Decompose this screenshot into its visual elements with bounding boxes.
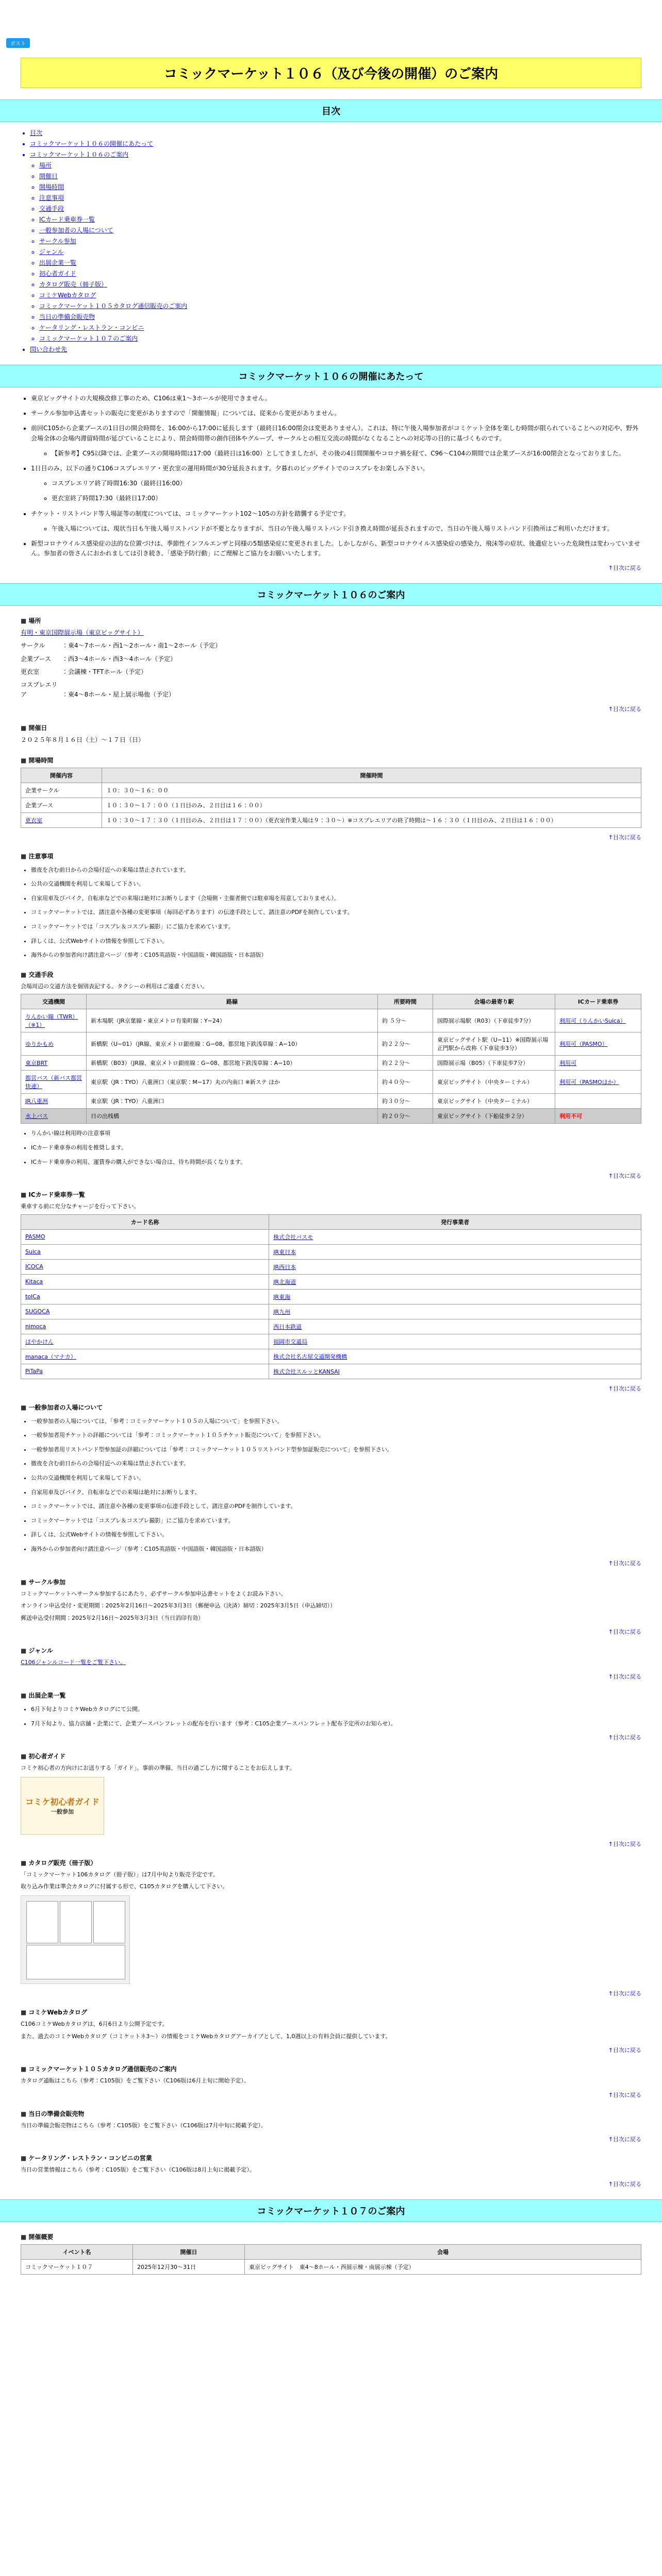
table-header: イベント名 (21, 2244, 133, 2259)
toc-item[interactable]: • 問い合わせ先 (30, 345, 647, 353)
about-bullet-text: 1日目のみ、以下の通りC106コスプレエリア・更衣室の運用時間が30分延長されます。夕暮れのビッグサイトでのコスプレをお楽しみ下さい。 (31, 464, 429, 472)
transport-table (21, 994, 641, 1124)
table-row (21, 812, 641, 827)
table-row (21, 798, 641, 812)
toc-subitem[interactable]: ◦ カタログ販売（冊子版） (39, 280, 647, 289)
place-key: サークル (21, 642, 45, 650)
back-to-top-link[interactable]: ↑目次に戻る (608, 1560, 641, 1567)
table-cell[interactable]: SUGOCA (21, 1304, 269, 1319)
table-row (21, 1319, 641, 1334)
table-cell: 新木場駅（JR京葉線・東京メトロ有楽町線：Y−24） (87, 1009, 378, 1032)
table-cell: 国際展示場駅（R03）（下車徒歩7分） (433, 1009, 555, 1032)
catalog-image (21, 1895, 130, 1984)
mail-label: ■ コミックマーケット１０５カタログ通信販売のご案内 (21, 2064, 641, 2073)
catalog-note: 取り込み作業は準会カタログに付属する形で、C105カタログを購入して下さい。 (21, 1883, 228, 1890)
note-item: • 徹夜を含む前日からの会場付近への来場は禁止されています。 (31, 866, 641, 875)
table-row (21, 1334, 641, 1349)
about-bullet (31, 509, 641, 534)
toc-subitem[interactable]: ◦ ICカード乗車券一覧 (39, 215, 647, 224)
table-cell: 約３０分〜 (378, 1094, 433, 1109)
circle-row: オンライン申込受付・変更期間：2025年2月16日〜2025年3月3日（郵便申込（決済）締切：2025年3月5日（申込締切）） (21, 1602, 336, 1609)
next-section (0, 2232, 662, 2275)
table-cell: 東京ビッグサイト（中央ターミナル） (433, 1071, 555, 1094)
transport-label: ■ 交通手段 (21, 970, 641, 979)
catering-text: 当日の営業情報はこちら（参考：C105版）をご覧下さい（C106版は8月上旬に掲載予定）。 (21, 2166, 255, 2174)
mail-text: カタログ通販はこちら（参考：C105版）をご覧下さい（C106版は6月上旬に開始予定）。 (21, 2077, 250, 2084)
about-bullet-text: 前回C105から企業ブースの1日目の開会時間を、16:00から17:00に延長します（最終日16:00閉会は変更ありません）。これは、特に午後入場参加者がコミケット全体を楽しむ時間が限られていることへの対応や、野外会場全体の会場内滞留時間が延びていることにより、閉会時間帯の創作団体やグループ、サークルとの相互交流の時間がなくなることへの対応等の目的に基づくものです。 (31, 425, 639, 442)
about-section (0, 394, 662, 572)
toc-subitem[interactable]: ◦ 場所 (39, 161, 647, 170)
back-to-top-link[interactable]: ↑目次に戻る (608, 2180, 641, 2188)
entry-label: ■ 一般参加者の入場について (21, 1403, 641, 1412)
table-cell[interactable]: manaca（マナカ） (21, 1349, 269, 1364)
table-header: 開催時間 (102, 768, 641, 783)
toc-subitem[interactable]: ◦ 開催日 (39, 172, 647, 180)
table-cell: １０：３０〜１６：００ (102, 783, 641, 798)
about-bullet-text: チケット・リストバンド等入場証等の制度については、コミックマーケット102〜105の方針を踏襲する予定です。 (31, 510, 350, 517)
time-table (21, 768, 641, 828)
place-value: ：西3〜4ホール・西3〜4ホール（予定） (62, 655, 177, 663)
company-item: • 6月下旬よりコミケWebカタログにて公開。 (31, 1705, 641, 1714)
web-text: C106コミケWebカタログは、6月6日より公開予定です。 (21, 2020, 168, 2027)
table-row (21, 1349, 641, 1364)
table-cell: 約２２分〜 (378, 1032, 433, 1056)
catalog-page (93, 1901, 125, 1943)
about-bullet: • 新型コロナウイルス感染症の法的な位置づけは、季節性インフルエンザと同様の5類感染症に変更されました。しかしながら、新型コロナウイルス感染症の感染力、飛沫等の症状、後遺症といった危険性は変わっていません。参加者の皆さんにおかれましては引き続き、「感染予防行動」にご理解とご協力をお願いいたします。 (31, 539, 641, 558)
table-header: 開催内容 (21, 768, 102, 783)
table-cell: 東京ビッグサイト駅（U−11）※国際展示場正門駅から改称（下車徒歩3分） (433, 1032, 555, 1056)
table-cell[interactable]: 利用可（PASMO） (555, 1032, 641, 1056)
toc-heading: 目次 (0, 99, 662, 122)
toc-subitem[interactable]: ◦ ジャンル (39, 247, 647, 256)
table-row (21, 2259, 641, 2274)
table-row (21, 1364, 641, 1379)
table-cell[interactable]: JR東海 (269, 1289, 641, 1304)
company-item: • 7月下旬より、協力店舗・企業にて、企業ブースパンフレットの配布を行います（参考：C105企業ブースパンフレット配布予定所のお知らせ）。 (31, 1719, 641, 1728)
about-sub-bullet: ◦ 更衣室終了時間17:30（最終日17:00） (52, 494, 641, 503)
table-row (21, 1274, 641, 1289)
next-heading: コミックマーケット１０７のご案内 (0, 2199, 662, 2222)
transport-footnote: • りんかい線は利用時の注意事項 (31, 1129, 641, 1138)
toc-item[interactable]: • コミックマーケット１０６のご案内 (30, 150, 647, 159)
toc-item[interactable]: • コミックマーケット１０６の開催にあたって (30, 139, 647, 148)
next-table (21, 2244, 641, 2275)
time-label: ■ 開場時間 (21, 756, 641, 765)
table-cell: 国際展示場（B05）（下車徒歩7分） (433, 1056, 555, 1071)
back-to-top-link[interactable]: ↑目次に戻る (608, 1840, 641, 1848)
table-of-contents (0, 128, 662, 353)
page-title: コミックマーケット１０６（及び今後の開催）のご案内 (21, 58, 641, 88)
entry-item: • 徹夜を含む前日からの会場付近への来場は禁止されています。 (31, 1459, 641, 1468)
place-key: コスプレエリア (21, 681, 58, 699)
table-row (21, 1094, 641, 1109)
table-cell[interactable]: toICa (21, 1289, 269, 1304)
back-to-top-link[interactable]: ↑目次に戻る (608, 1385, 641, 1392)
table-header: 発行事業者 (269, 1214, 641, 1229)
table-header: 交通機関 (21, 994, 87, 1009)
table-cell: 企業ブース (21, 798, 102, 812)
table-cell: 東京ビッグサイト（下船徒歩２分） (433, 1109, 555, 1124)
table-cell: 企業サークル (21, 783, 102, 798)
sale-label: ■ 当日の準備会販売物 (21, 2109, 641, 2118)
toc-subitem[interactable]: ◦ ケータリング・レストラン・コンビニ (39, 323, 647, 332)
note-item: • 公共の交通機関を利用して来場して下さい。 (31, 879, 641, 889)
place-row (21, 680, 641, 700)
entry-item: • 一般参加者用チケットの詳細については「参考：コミックマーケット１０５チケット販売について」を参照下さい。 (31, 1431, 641, 1440)
event-date: ２０２５年８月１６日（土）〜１７日（日） (21, 736, 145, 744)
back-to-top-link[interactable]: ↑目次に戻る (608, 706, 641, 713)
toc-subitem[interactable]: ◦ 初心者ガイド (39, 269, 647, 278)
table-cell[interactable]: 更衣室 (21, 812, 102, 827)
back-to-top-link[interactable]: ↑目次に戻る (608, 1734, 641, 1741)
entry-item: • 一般参加者の入場については、「参考：コミックマーケット１０５の入場について」を参照下さい。 (31, 1417, 641, 1426)
header (0, 0, 662, 47)
circle-text: コミックマーケットへサークル参加するにあたり、必ずサークル参加申込書セットをよくお読み下さい。 (21, 1590, 287, 1597)
entry-item: • 海外からの参加者向け諸注意ページ（参考：C105英語版・中国語版・韓国語版・日本語版） (31, 1545, 641, 1554)
table-cell: 約２０分〜 (378, 1109, 433, 1124)
table-header: 開催日 (133, 2244, 245, 2259)
table-cell: 東京駅（JR：TYO）八重洲口 (87, 1094, 378, 1109)
back-to-top-link[interactable]: ↑目次に戻る (608, 834, 641, 841)
transport-footnote: • ICカード乗車券の利用、運賃券の購入ができない場合は、待ち時間が長くなります。 (31, 1158, 641, 1167)
toc-subitem[interactable]: ◦ コミックマーケット１０７のご案内 (39, 334, 647, 343)
circle-label: ■ サークル参加 (21, 1578, 641, 1586)
table-cell: 東京ビッグサイト（中央ターミナル） (433, 1094, 555, 1109)
table-cell: 利用不可 (555, 1109, 641, 1124)
guide-heading: コミックマーケット１０６のご案内 (0, 583, 662, 606)
table-row (21, 1259, 641, 1274)
note-item: • コミックマーケットでは、諸注意や各種の変更事項（毎回必ずあります）の伝達手段として、諸注意のPDFを制作しています。 (31, 908, 641, 917)
table-cell[interactable]: 株式会社名古屋交通開発機構 (269, 1349, 641, 1364)
circle-row: 郵送申込受付期間：2025年2月16日〜2025年3月3日（当日消印有効） (21, 1614, 204, 1621)
table-cell: 新橋駅（U−01）（JR線、東京メトロ銀座線：G−08、都営地下鉄浅草線：A−10） (87, 1032, 378, 1056)
about-sub-bullet: ◦ 【新参考】C95以降では、企業ブースの開場時間は17:00（最終日は16:00）としてきましたが、その後の4日間開催やコロナ禍を経て、C96〜C104の期間では企業ブースが16:00閉会となっておりました。 (52, 449, 641, 459)
toc-subitem[interactable]: ◦ 一般参加者の入場について (39, 226, 647, 234)
table-cell[interactable]: JR北海道 (269, 1274, 641, 1289)
transport-footnote: • ICカード乗車券の利用を推奨します。 (31, 1143, 641, 1153)
table-header: ICカード乗車券 (555, 994, 641, 1009)
about-sub-bullet: ◦ 午後入場については、現状当日も午後入場リストバンドが不要となりますが、当日の午後入場リストバンド引き換え時間が延長されますので、当日の午後入場リストバンド引換所はご利用いただけます。 (52, 524, 641, 534)
table-cell[interactable]: JR八重洲 (21, 1094, 87, 1109)
table-cell: 2025年12月30〜31日 (133, 2259, 245, 2274)
table-row (21, 783, 641, 798)
table-cell[interactable]: ゆりかもめ (21, 1032, 87, 1056)
table-cell[interactable]: JR西日本 (269, 1259, 641, 1274)
catalog-page (60, 1901, 92, 1943)
back-to-top-link[interactable]: ↑目次に戻る (608, 1673, 641, 1680)
table-cell: 東京ビッグサイト 東4〜8ホール・西展示棟・南展示棟（予定） (245, 2259, 641, 2274)
sale-text: 当日の準備会販売物はこちら（参考：C105版）をご覧下さい（C106版は7月中旬に掲載予定）。 (21, 2122, 267, 2129)
table-row (21, 1229, 641, 1244)
table-header: カード名称 (21, 1214, 269, 1229)
table-row (21, 1244, 641, 1259)
table-cell[interactable]: 株式会社スルッとKANSAI (269, 1364, 641, 1379)
table-cell[interactable]: JR九州 (269, 1304, 641, 1319)
back-to-top-link[interactable]: ↑目次に戻る (608, 565, 641, 572)
table-cell: 約４０分〜 (378, 1071, 433, 1094)
table-row (21, 1289, 641, 1304)
place-value: ：東4〜8ホール・屋上展示場他（予定） (62, 691, 175, 699)
toc-subitem[interactable]: ◦ コミケWebカタログ (39, 291, 647, 299)
place-key: 企業ブース (21, 655, 52, 663)
toc-item[interactable]: • 目次 (30, 128, 647, 137)
table-cell[interactable]: Kitaca (21, 1274, 269, 1289)
about-heading: コミックマーケット１０６の開催にあたって (0, 365, 662, 387)
table-cell[interactable]: nimoca (21, 1319, 269, 1334)
catalog-page (26, 1945, 125, 1979)
entry-item: • 自家用車及びバイク、自転車などでの来場は絶対にお断りします。 (31, 1488, 641, 1497)
place-link[interactable]: 有明・東京国際展示場（東京ビッグサイト） (21, 629, 144, 637)
table-cell[interactable]: 利用可 (555, 1056, 641, 1071)
about-bullet: • 東京ビッグサイトの大規模改修工事のため、C106は東1〜3ホールが使用できません。 (31, 394, 641, 403)
date-label: ■ 開催日 (21, 723, 641, 732)
table-cell: 日の出桟橋 (87, 1109, 378, 1124)
table-cell[interactable]: 西日本鉄道 (269, 1319, 641, 1334)
genre-label: ■ ジャンル (21, 1646, 641, 1655)
toc-subitem[interactable]: ◦ 注意事項 (39, 193, 647, 202)
table-cell[interactable]: 利用可（PASMOほか） (555, 1071, 641, 1094)
toc-subitem[interactable]: ◦ 開場時間 (39, 182, 647, 191)
table-cell (555, 1094, 641, 1109)
table-cell[interactable]: 福岡市交通局 (269, 1334, 641, 1349)
beginner-guide-image[interactable] (21, 1777, 104, 1835)
catering-label: ■ ケータリング・レストラン・コンビニの営業 (21, 2154, 641, 2162)
table-cell: １０：３０〜１７：３０（１日目のみ、２日目は１７：００）（更衣室作業入場は９：３０〜）※コスプレエリアの終了時間は〜１６：３０（１日目のみ、２日目は１６：００） (102, 812, 641, 827)
table-cell[interactable]: JR東日本 (269, 1244, 641, 1259)
place-row (21, 654, 641, 664)
toc-subitem[interactable]: ◦ 交通手段 (39, 204, 647, 213)
place-value: ：会議棟・TFTホール（予定） (62, 668, 147, 675)
table-row (21, 1304, 641, 1319)
toc-subitem[interactable]: ◦ 出展企業一覧 (39, 258, 647, 267)
place-row (21, 667, 641, 677)
entry-item: • コミックマーケットでは「コスプレ＆コスプレ撮影」にご協力を求めています。 (31, 1516, 641, 1526)
entry-item: • 詳しくは、公式Webサイトの情報を参照して下さい。 (31, 1530, 641, 1539)
place-label: ■ 場所 (21, 616, 641, 625)
ic-table (21, 1214, 641, 1379)
table-cell[interactable]: 東京BRT (21, 1056, 87, 1071)
table-row (21, 1109, 641, 1124)
table-cell: 新橋駅（B03）（JR線、東京メトロ銀座線：G−08、都営地下鉄浅草線：A−10） (87, 1056, 378, 1071)
about-bullet (31, 423, 641, 459)
catalog-page (26, 1901, 58, 1943)
back-to-top-link[interactable]: ↑目次に戻る (608, 2091, 641, 2098)
note-item: • 詳しくは、公式Webサイトの情報を参照して下さい。 (31, 937, 641, 946)
beginner-text: コミケ初心者の方向けにお送りする「ガイド」。事前の準備、当日の過ごし方に関することをお伝えします。 (21, 1765, 295, 1772)
catalog-label: ■ カタログ販売（冊子版） (21, 1858, 641, 1867)
ic-note: 乗車する前に充分なチャージを行って下さい。 (21, 1203, 140, 1210)
table-row (21, 1032, 641, 1056)
table-cell[interactable]: りんかい線（TWR）（※1） (21, 1009, 87, 1032)
about-bullet (31, 464, 641, 504)
table-cell: コミックマーケット１０７ (21, 2259, 133, 2274)
table-row (21, 1056, 641, 1071)
back-to-top-link[interactable]: ↑目次に戻る (608, 2047, 641, 2054)
table-header: 会場 (245, 2244, 641, 2259)
toc-subitem[interactable]: ◦ コミックマーケット１０５カタログ通信販売のご案内 (39, 301, 647, 310)
table-cell[interactable]: Suica (21, 1244, 269, 1259)
transport-note: 会場周辺の交通方法を個別表記する。タクシーの利用はご遠慮ください。 (21, 982, 208, 990)
about-bullet: • サークル参加申込書セットの販売に変更がありますので「開催情報」については、従来から変更がありません。 (31, 409, 641, 418)
guidebook-title: コミケ初心者ガイド (25, 1797, 100, 1807)
table-header: 会場の最寄り駅 (433, 994, 555, 1009)
notes-label: ■ 注意事項 (21, 852, 641, 860)
table-cell[interactable]: ICOCA (21, 1259, 269, 1274)
web-label: ■ コミケWebカタログ (21, 2008, 641, 2016)
web-note: また、過去のコミケWebカタログ（コミケットネ3〜）の情報をコミケWebカタログアーカイブとして、1,0週以上の有料会員に提供しています。 (21, 2032, 391, 2040)
note-item: • 自家用車及びバイク、自転車などでの来場は絶対にお断りします（会場側・主催者側では駐車場を用意しておりません）。 (31, 894, 641, 903)
place-value: ：東4〜7ホール・西1〜2ホール・南1〜2ホール（予定） (62, 642, 222, 650)
table-cell[interactable]: PiTaPa (21, 1364, 269, 1379)
next-label: ■ 開催概要 (21, 2232, 641, 2241)
table-cell[interactable]: 株式会社パスモ (269, 1229, 641, 1244)
back-to-top-link[interactable]: ↑目次に戻る (608, 1173, 641, 1180)
catalog-text: 「コミックマーケット106カタログ（冊子版）」は7月中旬より販売予定です。 (21, 1871, 219, 1878)
genre-link[interactable]: C106ジャンルコード一覧をご覧下さい。 (21, 1659, 126, 1666)
ic-label: ■ ICカード乗車券一覧 (21, 1190, 641, 1199)
table-cell: 約 ５分〜 (378, 1009, 433, 1032)
beginner-label: ■ 初心者ガイド (21, 1752, 641, 1760)
back-to-top-link[interactable]: ↑目次に戻る (608, 1629, 641, 1636)
post-button[interactable]: ポスト (6, 38, 30, 48)
place-row (21, 641, 641, 651)
entry-item: • 公共の交通機関を利用して来場して下さい。 (31, 1473, 641, 1483)
table-header: 所要時間 (378, 994, 433, 1009)
table-row (21, 1071, 641, 1094)
about-sub-bullet: ◦ コスプレエリア終了時間16:30（最終日16:00） (52, 479, 641, 488)
table-cell[interactable]: PASMO (21, 1229, 269, 1244)
guide-section (0, 616, 662, 2188)
table-cell: １０：３０〜１７：００（１日目のみ、２日目は１６：００） (102, 798, 641, 812)
back-to-top-link[interactable]: ↑目次に戻る (608, 2136, 641, 2143)
table-cell[interactable]: はやかけん (21, 1334, 269, 1349)
note-item: • コミックマーケットでは「コスプレ＆コスプレ撮影」にご協力を求めています。 (31, 922, 641, 931)
entry-item: • コミックマーケットでは、諸注意や各種の変更事項の伝達手段として、諸注意のPDFを制作しています。 (31, 1502, 641, 1511)
toc-subitem[interactable]: ◦ 当日の準備会販売物 (39, 312, 647, 321)
table-cell[interactable]: 都営バス（新バス都営快速） (21, 1071, 87, 1094)
back-to-top-link[interactable]: ↑目次に戻る (608, 1990, 641, 1997)
table-cell[interactable]: 水上バス (21, 1109, 87, 1124)
guidebook-sub: 一般参加 (51, 1808, 74, 1816)
entry-item: • 一般参加者用リストバンド型参加証の詳細については「参考：コミックマーケット１０５リストバンド型参加証販売について」を参照下さい。 (31, 1445, 641, 1454)
company-label: ■ 出展企業一覧 (21, 1691, 641, 1700)
table-cell[interactable]: 利用可（りんかいSuica） (555, 1009, 641, 1032)
note-item: • 海外からの参加者向け諸注意ページ（参考：C105英語版・中国語版・韓国語版・日本語版） (31, 951, 641, 960)
place-key: 更衣室 (21, 668, 40, 675)
toc-subitem[interactable]: ◦ サークル参加 (39, 236, 647, 245)
table-cell: 約２２分〜 (378, 1056, 433, 1071)
table-header: 路線 (87, 994, 378, 1009)
table-cell: 東京駅（JR：TYO）八重洲口（東京駅：M−17）丸の内南口 ※新ステ ほか (87, 1071, 378, 1094)
table-row (21, 1009, 641, 1032)
